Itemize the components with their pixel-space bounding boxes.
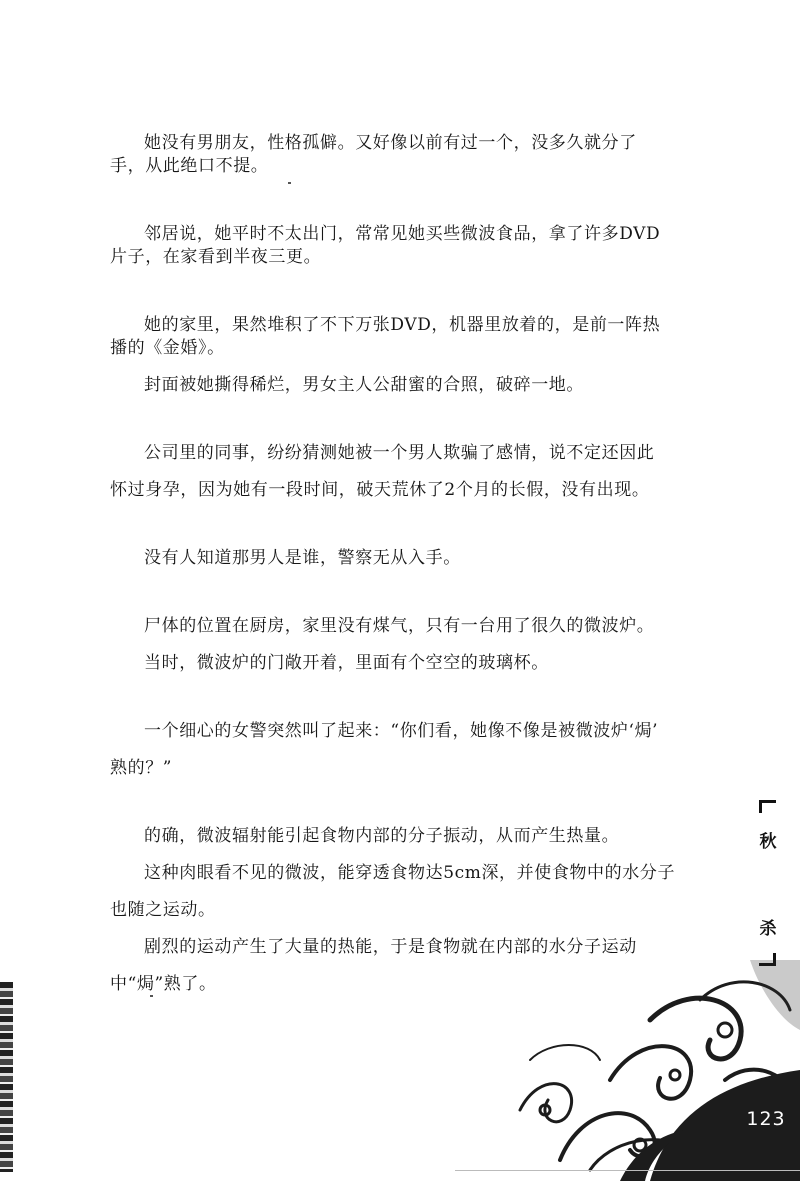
side-title-char: 秋 bbox=[759, 832, 777, 852]
print-speck bbox=[150, 995, 153, 997]
paragraph bbox=[110, 615, 700, 675]
paragraph bbox=[110, 223, 700, 269]
paragraph bbox=[110, 132, 700, 178]
text-line: 公司里的同事，纷纷猜测她被一个男人欺骗了感情，说不定还因此 bbox=[144, 443, 655, 463]
text-line: 当时，微波炉的门敞开着，里面有个空空的玻璃杯。 bbox=[144, 653, 549, 673]
body-text bbox=[110, 132, 700, 996]
text-line: 熟的？” bbox=[110, 758, 173, 778]
paragraph bbox=[110, 720, 700, 780]
print-speck bbox=[288, 182, 291, 184]
text-line: 剧烈的运动产生了大量的热能，于是食物就在内部的水分子运动 bbox=[144, 937, 637, 957]
floral-ornament-icon bbox=[500, 960, 800, 1181]
text-line: 手，从此绝口不提。 bbox=[110, 156, 269, 176]
chapter-side-title bbox=[757, 800, 779, 966]
text-line: 尸体的位置在厨房，家里没有煤气，只有一台用了很久的微波炉。 bbox=[144, 616, 655, 636]
text-line: 邻居说，她平时不太出门，常常见她买些微波食品，拿了许多DVD bbox=[144, 224, 661, 244]
text-line: 没有人知道那男人是谁，警察无从入手。 bbox=[144, 548, 461, 568]
text-line: 播的《金婚》。 bbox=[110, 338, 225, 358]
text-line: 片子，在家看到半夜三更。 bbox=[110, 247, 322, 267]
text-line: 中“焗”熟了。 bbox=[110, 974, 217, 994]
text-line: 一个细心的女警突然叫了起来：“你们看，她像不像是被微波炉‘焗’ bbox=[144, 721, 659, 741]
text-line: 封面被她撕得稀烂，男女主人公甜蜜的合照，破碎一地。 bbox=[144, 375, 584, 395]
paragraph bbox=[110, 314, 700, 397]
bottom-divider bbox=[455, 1170, 800, 1171]
text-line: 这种肉眼看不见的微波，能穿透食物达5cm深，并使食物中的水分子 bbox=[144, 863, 676, 883]
page-number: 123 bbox=[746, 1108, 786, 1130]
paragraph bbox=[110, 547, 700, 570]
side-title-char: 杀 bbox=[759, 919, 777, 939]
bracket-top-icon bbox=[759, 800, 776, 813]
page-edge-strip bbox=[0, 982, 13, 1172]
text-line: 她没有男朋友，性格孤僻。又好像以前有过一个，没多久就分了 bbox=[144, 133, 637, 153]
text-line: 她的家里，果然堆积了不下万张DVD，机器里放着的，是前一阵热 bbox=[144, 315, 661, 335]
paragraph bbox=[110, 442, 700, 502]
text-line: 的确，微波辐射能引起食物内部的分子振动，从而产生热量。 bbox=[144, 826, 620, 846]
text-line: 怀过身孕，因为她有一段时间，破天荒休了2个月的长假，没有出现。 bbox=[110, 480, 650, 500]
text-line: 也随之运动。 bbox=[110, 900, 216, 920]
